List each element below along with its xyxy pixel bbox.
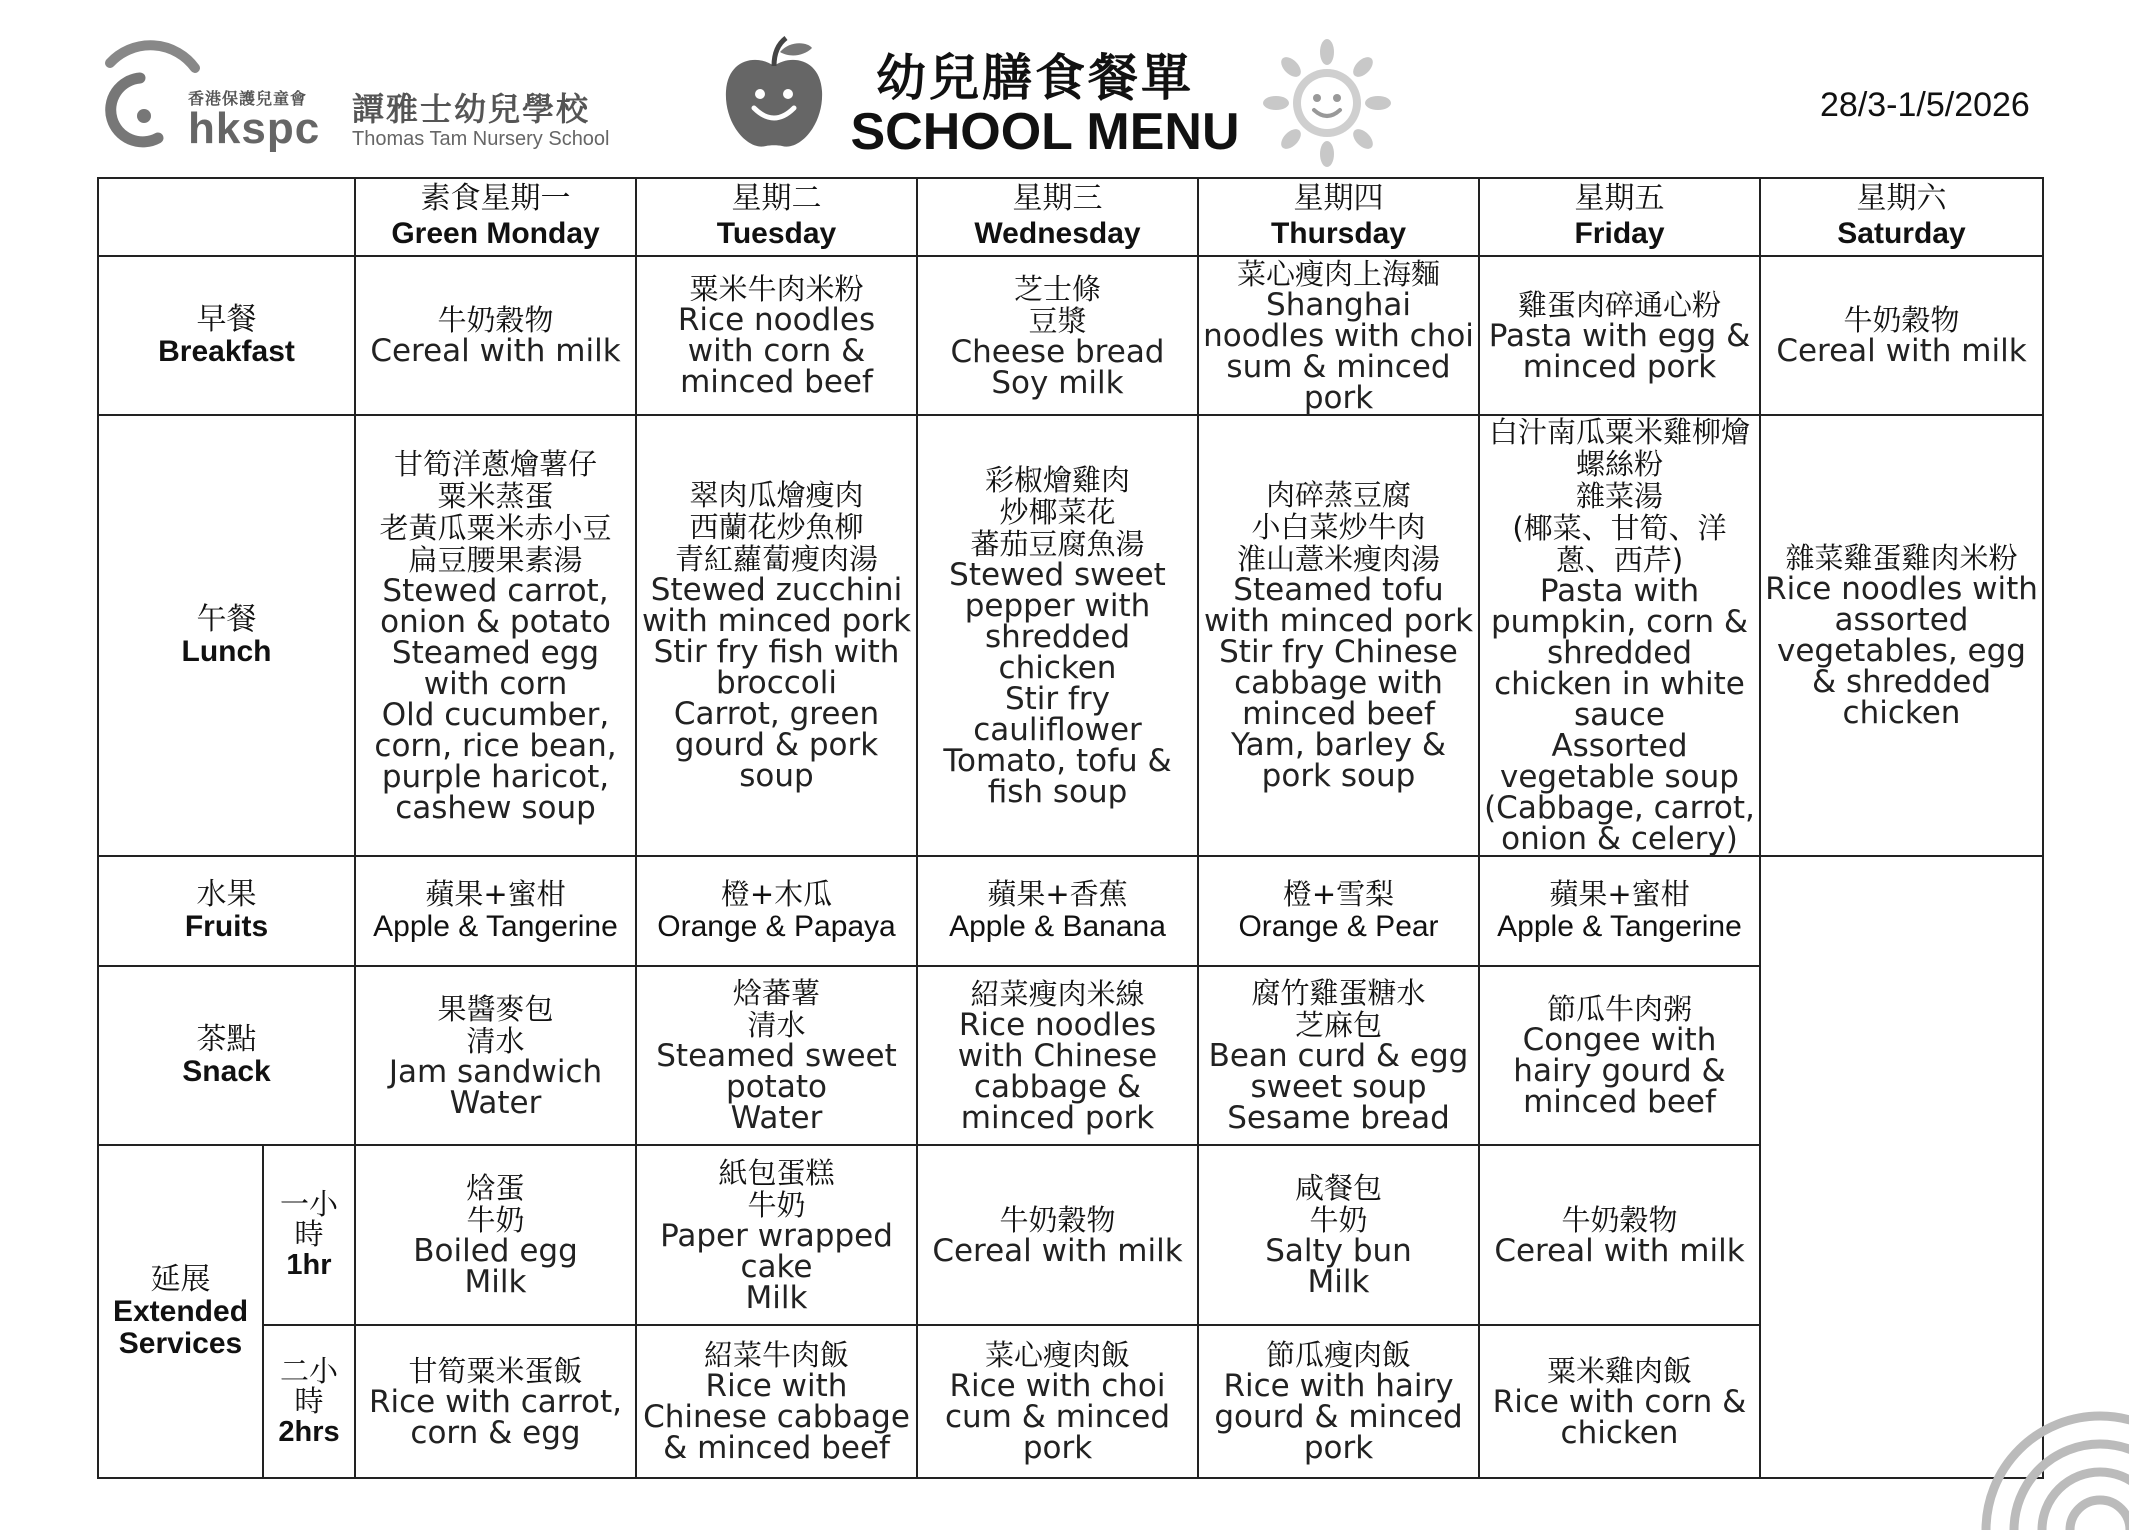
menu-cell xyxy=(1198,1325,1479,1478)
meal-en: Snack xyxy=(182,1054,271,1088)
dish-cn: 雜菜雞蛋雞肉米粉 xyxy=(1785,541,2018,575)
dish-en: Steamed sweet potato Water xyxy=(656,1038,897,1136)
day-header-tue xyxy=(636,178,917,256)
dish-cn: 紙包蛋糕 牛奶 xyxy=(718,1155,835,1222)
menu-cell xyxy=(636,415,917,856)
dish-en: Rice with corn & chicken xyxy=(1492,1383,1747,1451)
corner-spiral-icon xyxy=(1950,1380,2129,1530)
dish-cn: 芝士條 豆漿 xyxy=(1013,271,1101,338)
sub-en: 2hrs xyxy=(278,1415,340,1448)
extended-1hr-row xyxy=(98,1145,2043,1325)
dish-en: Cereal with milk xyxy=(1494,1232,1745,1269)
lunch-row xyxy=(98,415,2043,856)
menu-cell xyxy=(355,256,636,415)
dish-cn: 咸餐包 牛奶 xyxy=(1294,1171,1382,1237)
fruit-en: Apple & Banana xyxy=(949,910,1166,943)
meal-en: Breakfast xyxy=(158,334,295,368)
day-cn: 星期四 xyxy=(1293,181,1384,216)
meal-label-extended xyxy=(98,1145,263,1478)
dish-en: Rice with Chinese cabbage & minced beef xyxy=(643,1368,910,1466)
dish-cn: 甘筍粟米蛋飯 xyxy=(408,1353,583,1388)
dish-en: Congee with hairy gourd & minced beef xyxy=(1513,1022,1726,1120)
title-cn: 幼兒膳食餐單 xyxy=(876,49,1194,107)
dish-en: Pasta with egg & minced pork xyxy=(1488,317,1751,385)
menu-cell xyxy=(917,1145,1198,1325)
header-row xyxy=(98,178,2043,256)
dish-en: Cereal with milk xyxy=(932,1232,1183,1269)
meal-en: Lunch xyxy=(181,634,272,668)
org-name-cn: 香港保護兒童會 xyxy=(188,89,308,108)
menu-table xyxy=(97,177,2044,1479)
dish-en: Pasta with pumpkin, corn & shredded chicken in white sauce Assorted vegetable soup (Cabbage, carrot, onion & celery) xyxy=(1484,573,1755,856)
fruit-en: Orange & Papaya xyxy=(657,910,896,943)
dish-en: Stewed carrot, onion & potato Steamed egg with corn Old cucumber, corn, rice bean, purple haricot, cashew soup xyxy=(374,572,617,826)
breakfast-row xyxy=(98,256,2043,415)
dish-cn: 粟米牛肉米粉 xyxy=(689,272,864,306)
dish-cn: 牛奶穀物 xyxy=(1561,1202,1678,1237)
menu-cell xyxy=(1479,856,1760,966)
menu-cell xyxy=(1479,1325,1760,1478)
dish-en: Stewed sweet pepper with shredded chicken Stir fry cauliflower Tomato, tofu & fish soup xyxy=(943,556,1172,810)
menu-cell xyxy=(1479,415,1760,856)
dish-cn: 肉碎蒸豆腐 小白菜炒牛肉 淮山薏米瘦肉湯 xyxy=(1236,478,1440,576)
dish-cn: 牛奶穀物 xyxy=(1843,303,1960,337)
sub-en: 1hr xyxy=(286,1249,332,1281)
menu-cell xyxy=(636,966,917,1145)
corner-cell xyxy=(98,178,355,256)
menu-cell xyxy=(355,415,636,856)
day-header-fri xyxy=(1479,178,1760,256)
dish-cn: 焓蛋 牛奶 xyxy=(466,1171,525,1237)
dish-cn: 焓蕃薯 清水 xyxy=(732,976,820,1042)
dish-en: Rice noodles with Chinese cabbage & minced pork xyxy=(957,1006,1158,1136)
menu-cell xyxy=(917,1325,1198,1478)
dish-en: Paper wrapped cake Milk xyxy=(660,1217,893,1316)
dish-cn: 菜心瘦肉上海麵 xyxy=(1236,256,1440,291)
dish-en: Stewed zucchini with minced pork Stir fry fish with broccoli Carrot, green gourd & pork soup xyxy=(641,572,912,794)
meal-cn: 茶點 xyxy=(196,1021,257,1057)
dish-en: Rice with carrot, corn & egg xyxy=(368,1383,623,1451)
dish-cn: 菜心瘦肉飯 xyxy=(984,1338,1130,1372)
school-name-cn: 譚雅士幼兒學校 xyxy=(352,90,591,128)
school-name-en: Thomas Tam Nursery School xyxy=(352,128,610,150)
menu-cell xyxy=(636,1325,917,1478)
menu-cell xyxy=(1760,415,2043,856)
meal-label-snack xyxy=(98,966,355,1145)
meal-label-lunch xyxy=(98,415,355,856)
dish-en: Rice noodles with assorted vegetables, egg & shredded chicken xyxy=(1765,571,2038,731)
meal-en: Extended Services xyxy=(112,1294,249,1360)
menu-cell xyxy=(355,856,636,966)
fruit-cn: 蘋果+蜜柑 xyxy=(1549,877,1690,911)
org-name-en: hkspc xyxy=(188,104,321,153)
meal-cn: 延展 xyxy=(150,1261,211,1297)
day-cn: 星期二 xyxy=(731,181,822,216)
dish-en: Jam sandwich Water xyxy=(388,1053,603,1121)
fruit-en: Apple & Tangerine xyxy=(373,910,618,943)
smiling-apple-icon xyxy=(718,36,830,154)
menu-cell xyxy=(1198,856,1479,966)
sub-label-1hr xyxy=(263,1145,355,1325)
title-en: SCHOOL MENU xyxy=(850,103,1240,161)
menu-cell xyxy=(355,966,636,1145)
dish-cn: 節瓜瘦肉飯 xyxy=(1265,1338,1411,1372)
meal-cn: 午餐 xyxy=(196,601,257,637)
menu-cell xyxy=(1198,1145,1479,1325)
day-en: Thursday xyxy=(1270,217,1407,250)
day-en: Saturday xyxy=(1837,217,1966,250)
dish-en: Boiled egg Milk xyxy=(413,1233,578,1300)
menu-cell xyxy=(917,856,1198,966)
day-cn: 星期五 xyxy=(1574,181,1665,216)
sub-label-2hr xyxy=(263,1325,355,1478)
dish-en: Bean curd & egg sweet soup Sesame bread xyxy=(1208,1038,1469,1136)
menu-cell xyxy=(355,1145,636,1325)
day-cn: 星期三 xyxy=(1012,181,1103,216)
dish-cn: 翠肉瓜燴瘦肉 西蘭花炒魚柳 青紅蘿蔔瘦肉湯 xyxy=(674,478,878,576)
day-en: Tuesday xyxy=(716,217,837,250)
menu-cell xyxy=(1479,256,1760,415)
fruit-cn: 蘋果+蜜柑 xyxy=(425,877,566,911)
dish-cn: 雞蛋肉碎通心粉 xyxy=(1517,287,1721,322)
meal-label-fruits xyxy=(98,856,355,966)
meal-cn: 早餐 xyxy=(196,301,257,337)
fruit-cn: 蘋果+香蕉 xyxy=(987,877,1128,911)
menu-cell xyxy=(636,856,917,966)
day-en: Friday xyxy=(1574,217,1665,250)
dish-cn: 節瓜牛肉粥 xyxy=(1546,992,1692,1026)
dish-cn: 紹菜瘦肉米線 xyxy=(970,976,1145,1011)
dish-en: Salty bun Milk xyxy=(1265,1233,1412,1300)
menu-cell xyxy=(1198,256,1479,415)
dish-en: Shanghai noodles with choi sum & minced pork xyxy=(1203,286,1474,415)
dish-en: Cheese bread Soy milk xyxy=(950,333,1165,401)
snack-row xyxy=(98,966,2043,1145)
fruits-row xyxy=(98,856,2043,966)
sub-cn: 一小時 xyxy=(279,1187,338,1251)
menu-cell xyxy=(1479,1145,1760,1325)
dish-en: Cereal with milk xyxy=(1776,333,2027,369)
fruit-en: Apple & Tangerine xyxy=(1497,910,1742,943)
fruit-cn: 橙+雪梨 xyxy=(1282,877,1395,911)
day-header-sat xyxy=(1760,178,2043,256)
dish-cn: 牛奶穀物 xyxy=(999,1202,1116,1237)
menu-cell xyxy=(917,966,1198,1145)
dish-cn: 粟米雞肉飯 xyxy=(1546,1353,1692,1388)
dish-cn: 彩椒燴雞肉 炒椰菜花 蕃茄豆腐魚湯 xyxy=(970,462,1145,561)
dish-cn: 白汁南瓜粟米雞柳燴螺絲粉 雜菜湯 (椰菜、甘筍、洋蔥、西芹) xyxy=(1488,415,1750,577)
fruit-en: Orange & Pear xyxy=(1238,910,1439,943)
menu-cell xyxy=(355,1325,636,1478)
dish-cn: 甘筍洋蔥燴薯仔 粟米蒸蛋 老黃瓜粟米赤小豆 扁豆腰果素湯 xyxy=(379,446,612,577)
dish-cn: 腐竹雞蛋糖水 芝麻包 xyxy=(1251,976,1426,1042)
date-range: 28/3-1/5/2026 xyxy=(1820,86,2030,124)
day-en: Green Monday xyxy=(391,217,600,250)
meal-cn: 水果 xyxy=(196,877,257,912)
dish-cn: 果醬麥包 清水 xyxy=(437,991,554,1058)
dish-cn: 紹菜牛肉飯 xyxy=(703,1338,849,1372)
dish-en: Cereal with milk xyxy=(370,333,621,369)
menu-cell xyxy=(1198,415,1479,856)
menu-cell xyxy=(636,1145,917,1325)
meal-en: Fruits xyxy=(184,910,269,943)
smiling-sun-icon xyxy=(1262,38,1392,168)
dish-en: Rice noodles with corn & minced beef xyxy=(677,302,876,400)
dish-en: Rice with hairy gourd & minced pork xyxy=(1214,1368,1463,1466)
meal-label-breakfast xyxy=(98,256,355,415)
fruit-cn: 橙+木瓜 xyxy=(720,877,833,911)
day-header-thu xyxy=(1198,178,1479,256)
menu-cell xyxy=(917,256,1198,415)
day-cn: 星期六 xyxy=(1856,181,1947,216)
day-header-wed xyxy=(917,178,1198,256)
day-header-mon xyxy=(355,178,636,256)
dish-cn: 牛奶穀物 xyxy=(437,303,554,337)
day-cn: 素食星期一 xyxy=(420,181,571,216)
day-en: Wednesday xyxy=(974,217,1141,250)
sub-cn: 二小時 xyxy=(279,1353,338,1418)
menu-cell xyxy=(1479,966,1760,1145)
dish-en: Steamed tofu with minced pork Stir fry Chinese cabbage with minced beef Yam, barley & pork soup xyxy=(1203,572,1474,794)
menu-cell xyxy=(1760,256,2043,415)
dish-en: Rice with choi cum & minced pork xyxy=(944,1368,1171,1466)
extended-2hr-row xyxy=(98,1325,2043,1478)
menu-cell xyxy=(917,415,1198,856)
menu-cell xyxy=(636,256,917,415)
menu-cell xyxy=(1198,966,1479,1145)
